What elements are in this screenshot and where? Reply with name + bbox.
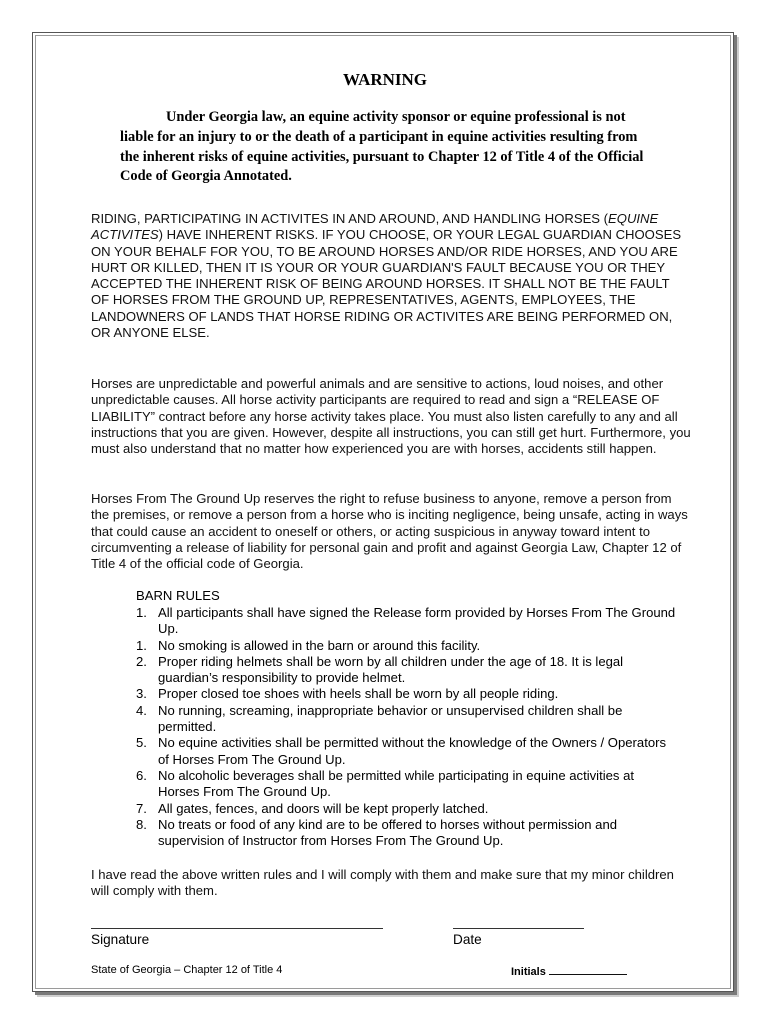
- barn-rule-number: 4.: [136, 702, 147, 718]
- risk-paragraph-part2: ) HAVE INHERENT RISKS. IF YOU CHOOSE, OR YOUR LEGAL GUARDIAN CHOOSES ON YOUR BEHALF FOR YOU, TO BE AROUND HORSES AND/OR RIDE HORSES, AND YOU ARE HURT OR KILLED, THEN IT IS YOUR OR YOUR GUARDIAN'S FAULT BECAUSE YOU OR THEY ACCEPTED THE INHERENT RISK OF BEING AROUND HORSES. IT SHALL NOT BE THE FAULT OF HORSES FROM THE GROUND UP, REPRESENTATIVES, AGENTS, EMPLOYEES, THE LANDOWNERS OF LANDS THAT HORSE RIDING OR ACTIVITES ARE BEING PERFORMED ON, OR ANYONE ELSE.: [91, 227, 682, 341]
- barn-rule-item: [136, 605, 676, 638]
- signature-line[interactable]: [91, 928, 383, 929]
- barn-rule-number: 7.: [136, 800, 147, 816]
- barn-rule-number: 1.: [136, 605, 147, 620]
- barn-rule-text: Proper closed toe shoes with heels shall be worn by all people riding.: [158, 686, 559, 702]
- acknowledgement-paragraph: I have read the above written rules and I will comply with them and make sure that my minor children will comply with them.: [91, 867, 674, 899]
- initials-label: Initials: [511, 966, 546, 978]
- signature-label: Signature: [91, 932, 150, 947]
- barn-rule-item: [136, 817, 676, 850]
- horses-paragraph: Horses are unpredictable and powerful animals and are sensitive to actions, loud noises, and other unpredictable causes. All horse activity participants are required to read and sign a “RELEASE OF LIABILITY” contract before any horse activity takes place. You must also listen carefully to any and all instructions that you are given. However, despite all instructions, you can still get hurt. Furthermore, you must also understand that no matter how experienced you are with horses, accidents still happen.: [91, 376, 691, 457]
- barn-rule-number: 3.: [136, 686, 147, 702]
- barn-rule-text: No running, screaming, inappropriate behavior or unsupervised children shall be permitted.: [158, 702, 623, 735]
- warning-statement: [120, 108, 660, 187]
- barn-rule-text: No smoking is allowed in the barn or around this facility.: [158, 637, 481, 653]
- document-title: WARNING: [342, 70, 428, 89]
- barn-rule-number: 5.: [136, 735, 147, 751]
- barn-rule-item: [136, 686, 676, 702]
- risk-paragraph-italic: EQUINE ACTIVITES: [91, 211, 659, 243]
- barn-rule-item: [136, 638, 676, 654]
- barn-rule-number: 8.: [136, 816, 147, 832]
- barn-rule-number: 2.: [136, 653, 147, 669]
- footer-citation: State of Georgia – Chapter 12 of Title 4: [91, 964, 283, 976]
- barn-rule-text: All participants shall have signed the Release form provided by Horses From The Ground Up.: [158, 605, 676, 637]
- barn-rule-number: 6.: [136, 767, 147, 783]
- risk-paragraph: [91, 211, 691, 341]
- barn-rule-text: No treats or food of any kind are to be offered to horses without permission and supervision of Instructor from Horses From The Ground Up.: [158, 816, 618, 849]
- initials-field: [511, 964, 627, 978]
- barn-rule-item: [136, 801, 676, 817]
- refuse-paragraph: Horses From The Ground Up reserves the right to refuse business to anyone, remove a person from the premises, or remove a person from a horse who is inciting negligence, being unsafe, acting in ways that could cause an accident to oneself or others, or acting suspicious in anyway toward intent to circumventing a release of liability for personal gain and profit and against Georgia Law, Chapter 12 of Title 4 of the official code of Georgia.: [91, 491, 688, 572]
- barn-rule-item: [136, 768, 676, 801]
- date-label: Date: [453, 932, 482, 947]
- date-line[interactable]: [453, 928, 584, 929]
- initials-line[interactable]: [549, 964, 627, 975]
- barn-rule-number: 1.: [136, 637, 147, 653]
- barn-rule-text: No alcoholic beverages shall be permitted while participating in equine activities at Horses From The Ground Up.: [158, 767, 635, 800]
- risk-paragraph-part1: RIDING, PARTICIPATING IN ACTIVITES IN AND AROUND, AND HANDLING HORSES (: [91, 211, 609, 226]
- barn-rule-text: Proper riding helmets shall be worn by all children under the age of 18. It is legal guardian’s responsibility to provide helmet.: [158, 653, 624, 686]
- warning-statement-text: Under Georgia law, an equine activity sponsor or equine professional is not liable for an injury to or the death of a participant in equine activities resulting from the inherent risks of equine activities, pursuant to Chapter 12 of Title 4 of the Official Code of Georgia Annotated.: [120, 109, 644, 185]
- barn-rules-list: [136, 605, 676, 849]
- barn-rules-heading: BARN RULES: [136, 588, 220, 603]
- barn-rule-item: [136, 703, 676, 736]
- barn-rule-text: No equine activities shall be permitted without the knowledge of the Owners / Operators of Horses From The Ground Up.: [158, 735, 667, 767]
- barn-rule-text: All gates, fences, and doors will be kept properly latched.: [158, 800, 489, 816]
- barn-rule-item: [136, 654, 676, 687]
- barn-rule-item: [136, 735, 676, 768]
